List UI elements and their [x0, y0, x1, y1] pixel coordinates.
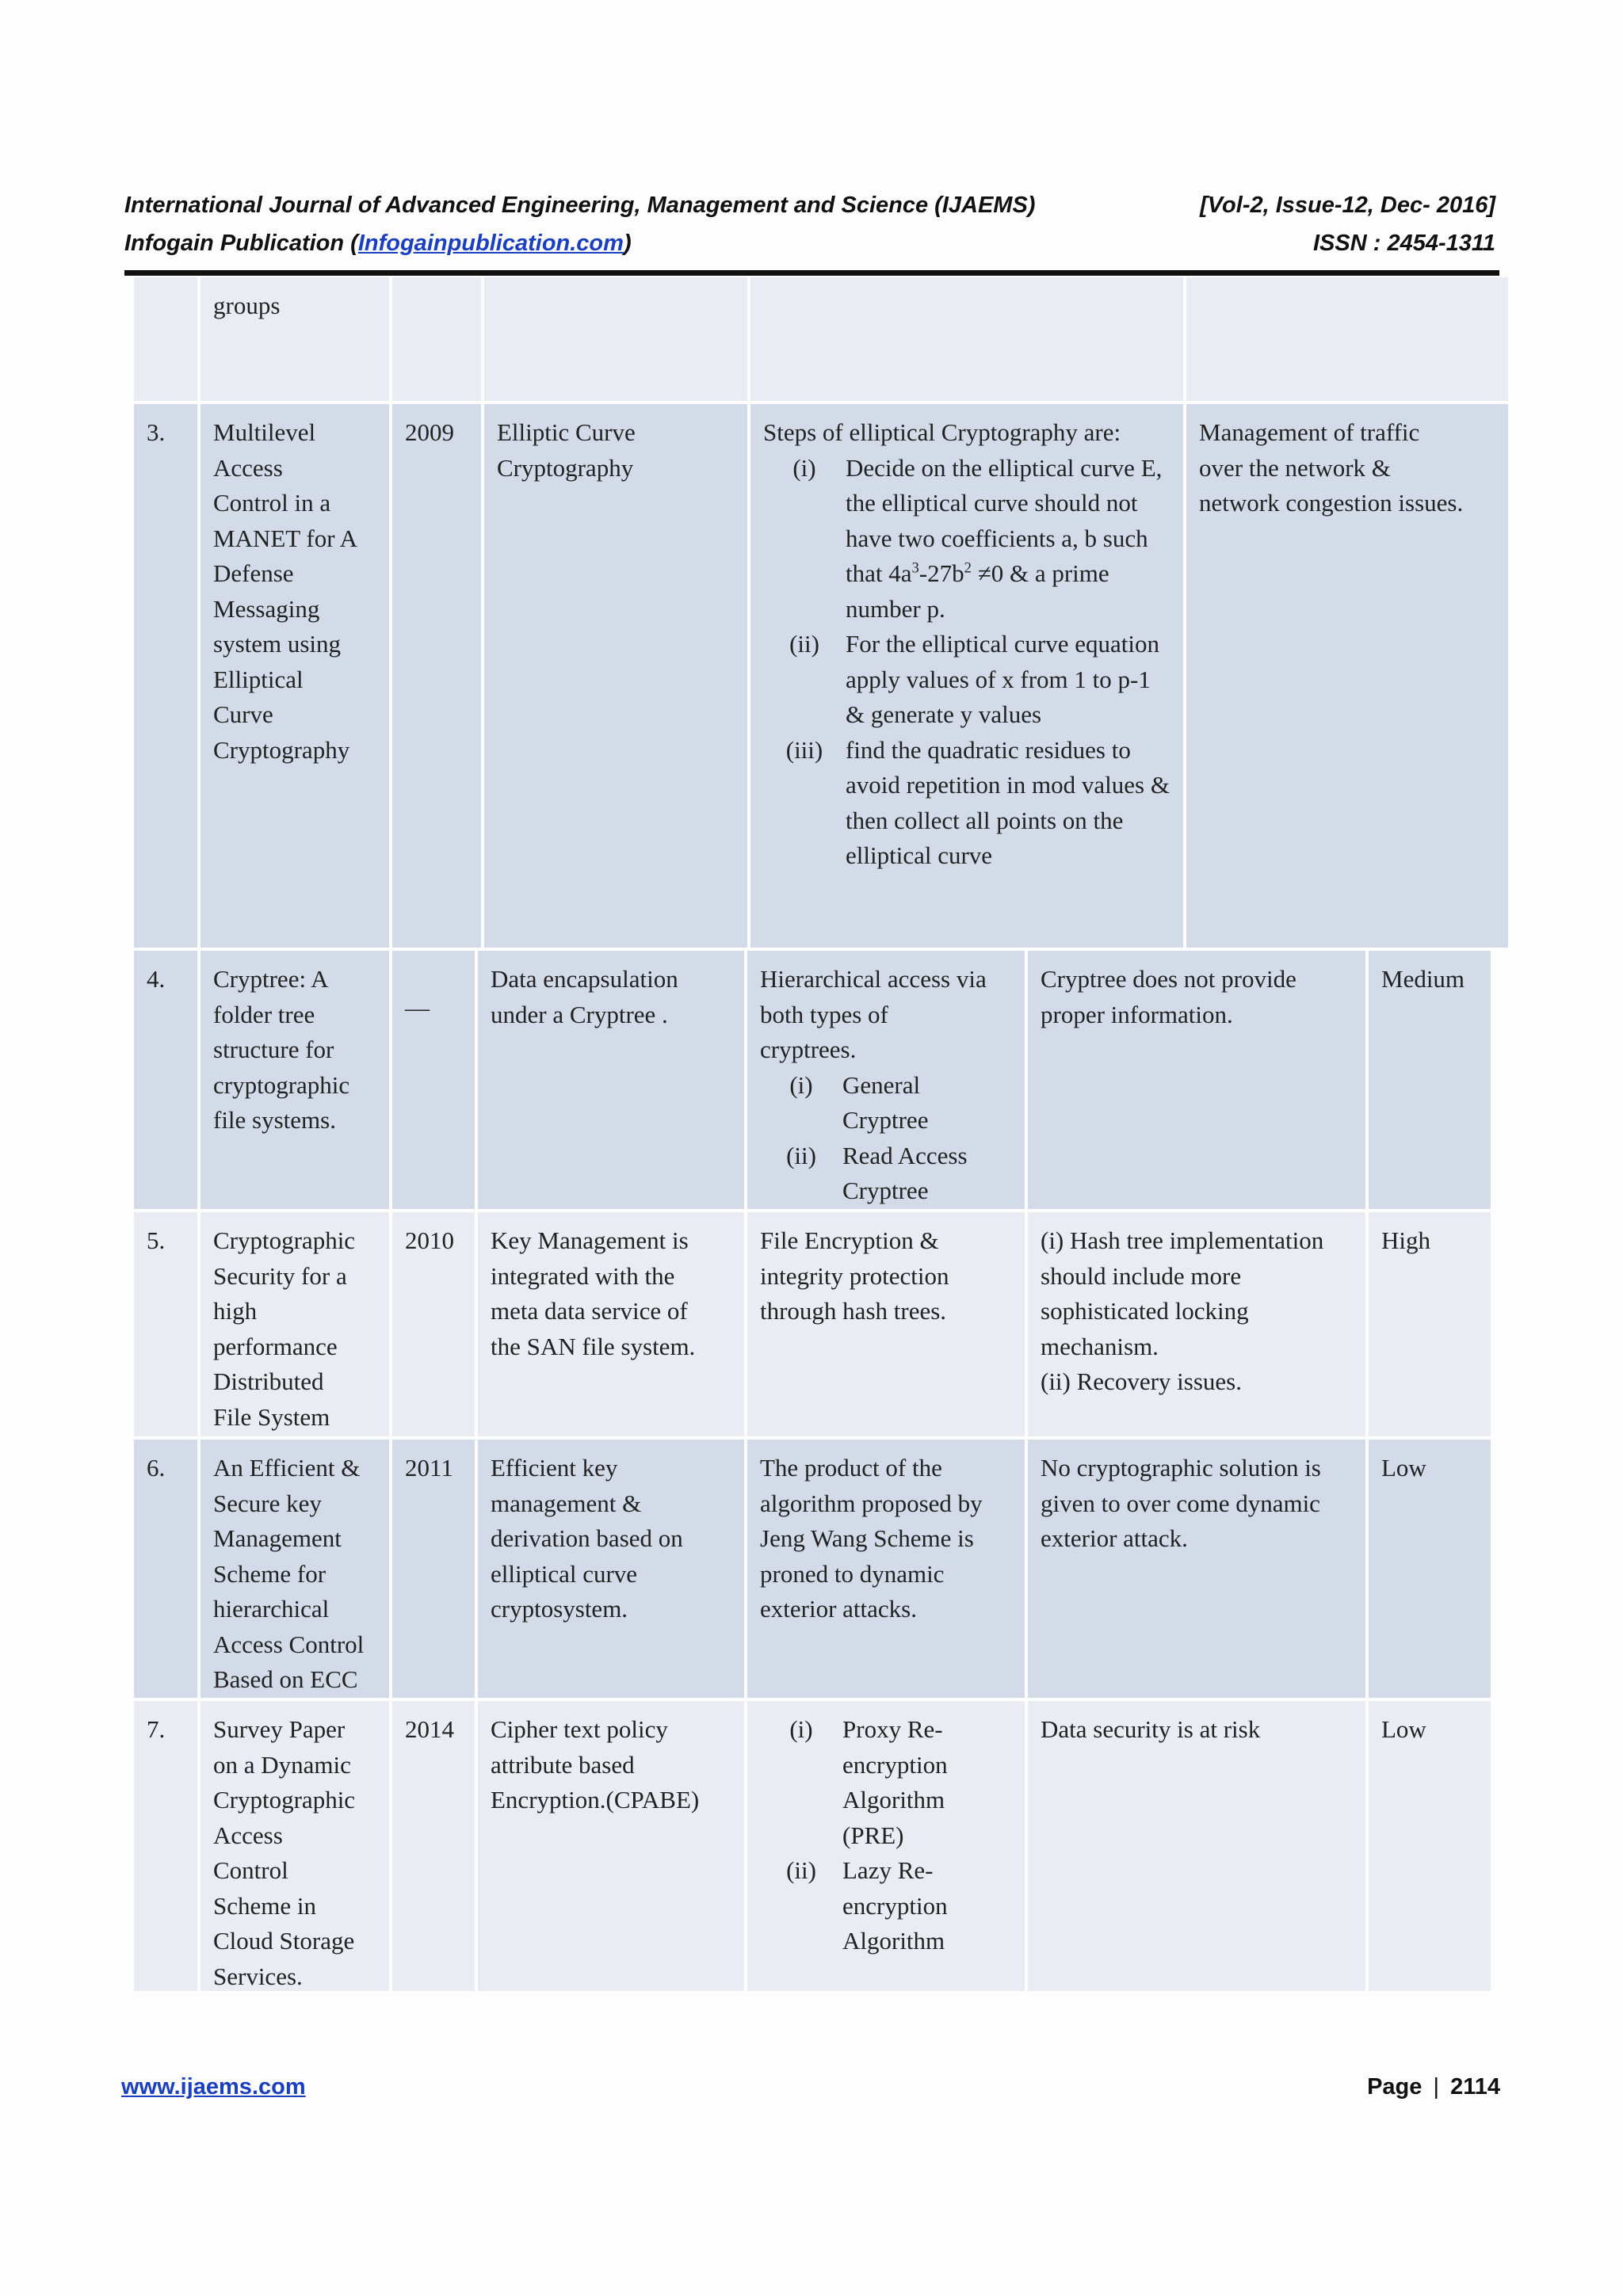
item-text: Proxy Re- encryption Algorithm (PRE): [842, 1715, 948, 1849]
table-cell-title: An Efficient & Secure key Management Scheme for hierarchical Access Control Based on ECC: [199, 1438, 391, 1699]
table-cell-method: [746, 949, 1026, 1211]
item-text: find the quadratic residues to avoid repetition in mod values & then collect all points on the elliptical curve: [846, 735, 1170, 869]
table-cell-method: [746, 1699, 1026, 1993]
table-cell-num: 4.: [132, 949, 199, 1211]
table-cell-year: 2014: [391, 1699, 476, 1993]
list-item: [763, 627, 1174, 733]
formula: [846, 559, 1109, 623]
table-cell-title: Multilevel Access Control in a MANET for A Defense Messaging system using Elliptical Curve Cryptography: [199, 402, 391, 949]
publisher-suffix: ): [623, 231, 632, 256]
issn: ISSN : 2454-1311: [1313, 231, 1495, 256]
method-intro: Steps of elliptical Cryptography are:: [763, 418, 1121, 446]
table-cell-issue: Management of traffic over the network & network congestion issues.: [1185, 402, 1510, 949]
table-cell-level: Low: [1367, 1438, 1492, 1699]
table-cell-technique: Elliptic Curve Cryptography: [483, 402, 749, 949]
formula-a: 4a: [888, 559, 912, 587]
cell-text: groups: [213, 292, 281, 319]
table-cell-level: High: [1367, 1211, 1492, 1438]
table-cell-technique: [483, 276, 749, 402]
table-cell-technique: Data encapsulation under a Cryptree .: [476, 949, 746, 1211]
table-cell-level: Low: [1367, 1699, 1492, 1993]
formula-exp-1: 3: [911, 559, 919, 577]
table-cell-issue: [1185, 276, 1510, 402]
item-text: Decide on the elliptical curve E, the elliptical curve should not have two coefficients a, b such that: [846, 453, 1163, 587]
header-rule: [124, 270, 1499, 276]
table-cell-title: Cryptographic Security for a high performance Distributed File System: [199, 1211, 391, 1438]
table-cell-title: Survey Paper on a Dynamic Cryptographic Access Control Scheme in Cloud Storage Services.: [199, 1699, 391, 1993]
publisher-prefix: Infogain Publication (: [124, 231, 358, 256]
table-cell-year: 2010: [391, 1211, 476, 1438]
publisher-header: [124, 231, 1495, 257]
table-cell-num: 6.: [132, 1438, 199, 1699]
table-cell-technique: Cipher text policy attribute based Encryption.(CPABE): [476, 1699, 746, 1993]
table-cell-num: 7.: [132, 1699, 199, 1993]
table-cell-year: [391, 276, 483, 402]
table-cell-num: [132, 276, 199, 402]
table-cell-technique: Efficient key management & derivation based on elliptical curve cryptosystem.: [476, 1438, 746, 1699]
item-number: (i): [792, 453, 816, 482]
page-number: 2114: [1450, 2074, 1500, 2100]
list-item: [763, 451, 1174, 627]
page-label: Page: [1367, 2074, 1423, 2100]
table-cell-method: [749, 402, 1185, 949]
list-item: [760, 1853, 1015, 1959]
table-cell-num: 3.: [132, 402, 199, 949]
item-text: General Cryptree: [842, 1070, 929, 1134]
page-separator: |: [1433, 2074, 1440, 2100]
item-number: (i): [789, 1715, 813, 1743]
publisher-link[interactable]: Infogainpublication.com: [357, 231, 624, 256]
item-text: Lazy Re- encryption Algorithm: [842, 1856, 948, 1955]
journal-title: International Journal of Advanced Engineering, Management and Science (IJAEMS): [124, 193, 1036, 218]
page-number-block: [1367, 2074, 1500, 2100]
table-cell-year: 2011: [391, 1438, 476, 1699]
table-cell-method: File Encryption & integrity protection through hash trees.: [746, 1211, 1026, 1438]
footer-website-wrap: [121, 2074, 306, 2100]
list-item: [760, 1712, 1015, 1853]
table-cell-num: 5.: [132, 1211, 199, 1438]
table-cell-year: __: [391, 949, 476, 1211]
table-cell-year: 2009: [391, 402, 483, 949]
table-cell-method: [749, 276, 1185, 402]
volume-issue: [Vol-2, Issue-12, Dec- 2016]: [1200, 193, 1495, 218]
footer-website-link[interactable]: www.ijaems.com: [121, 2074, 306, 2100]
item-number: (ii): [789, 630, 819, 658]
item-number: (ii): [786, 1856, 816, 1884]
table-cell-issue: Data security is at risk: [1026, 1699, 1367, 1993]
table-cell-method: The product of the algorithm proposed by Jeng Wang Scheme is proned to dynamic exterior attacks.: [746, 1438, 1026, 1699]
item-number: (ii): [786, 1141, 816, 1169]
item-number: (iii): [785, 735, 823, 764]
table-cell-title: [199, 276, 391, 402]
table-cell-issue: Cryptree does not provide proper information.: [1026, 949, 1367, 1211]
formula-exp-2: 2: [964, 559, 972, 577]
table-cell-title: Cryptree: A folder tree structure for cryptographic file systems.: [199, 949, 391, 1211]
item-text: For the elliptical curve equation apply values of x from 1 to p-1 & generate y values: [846, 630, 1159, 728]
formula-rest: ≠0 & a prime number p.: [846, 559, 1109, 623]
table-cell-level: Medium: [1367, 949, 1492, 1211]
item-text-group: [846, 451, 1174, 627]
table-cell-technique: Key Management is integrated with the meta data service of the SAN file system.: [476, 1211, 746, 1438]
formula-b: -27b: [918, 559, 964, 587]
list-item: [760, 1138, 1015, 1209]
table-cell-issue: No cryptographic solution is given to over come dynamic exterior attack.: [1026, 1438, 1367, 1699]
table-cell-issue: (i) Hash tree implementation should include more sophisticated locking mechanism. (ii) Recovery issues.: [1026, 1211, 1367, 1438]
list-item: [760, 1068, 1015, 1138]
item-text: Read Access Cryptree: [842, 1141, 968, 1204]
item-number: (i): [789, 1070, 813, 1099]
journal-header: [124, 193, 1495, 219]
list-item: [763, 733, 1174, 874]
method-intro: Hierarchical access via both types of cryptrees.: [760, 965, 987, 1063]
